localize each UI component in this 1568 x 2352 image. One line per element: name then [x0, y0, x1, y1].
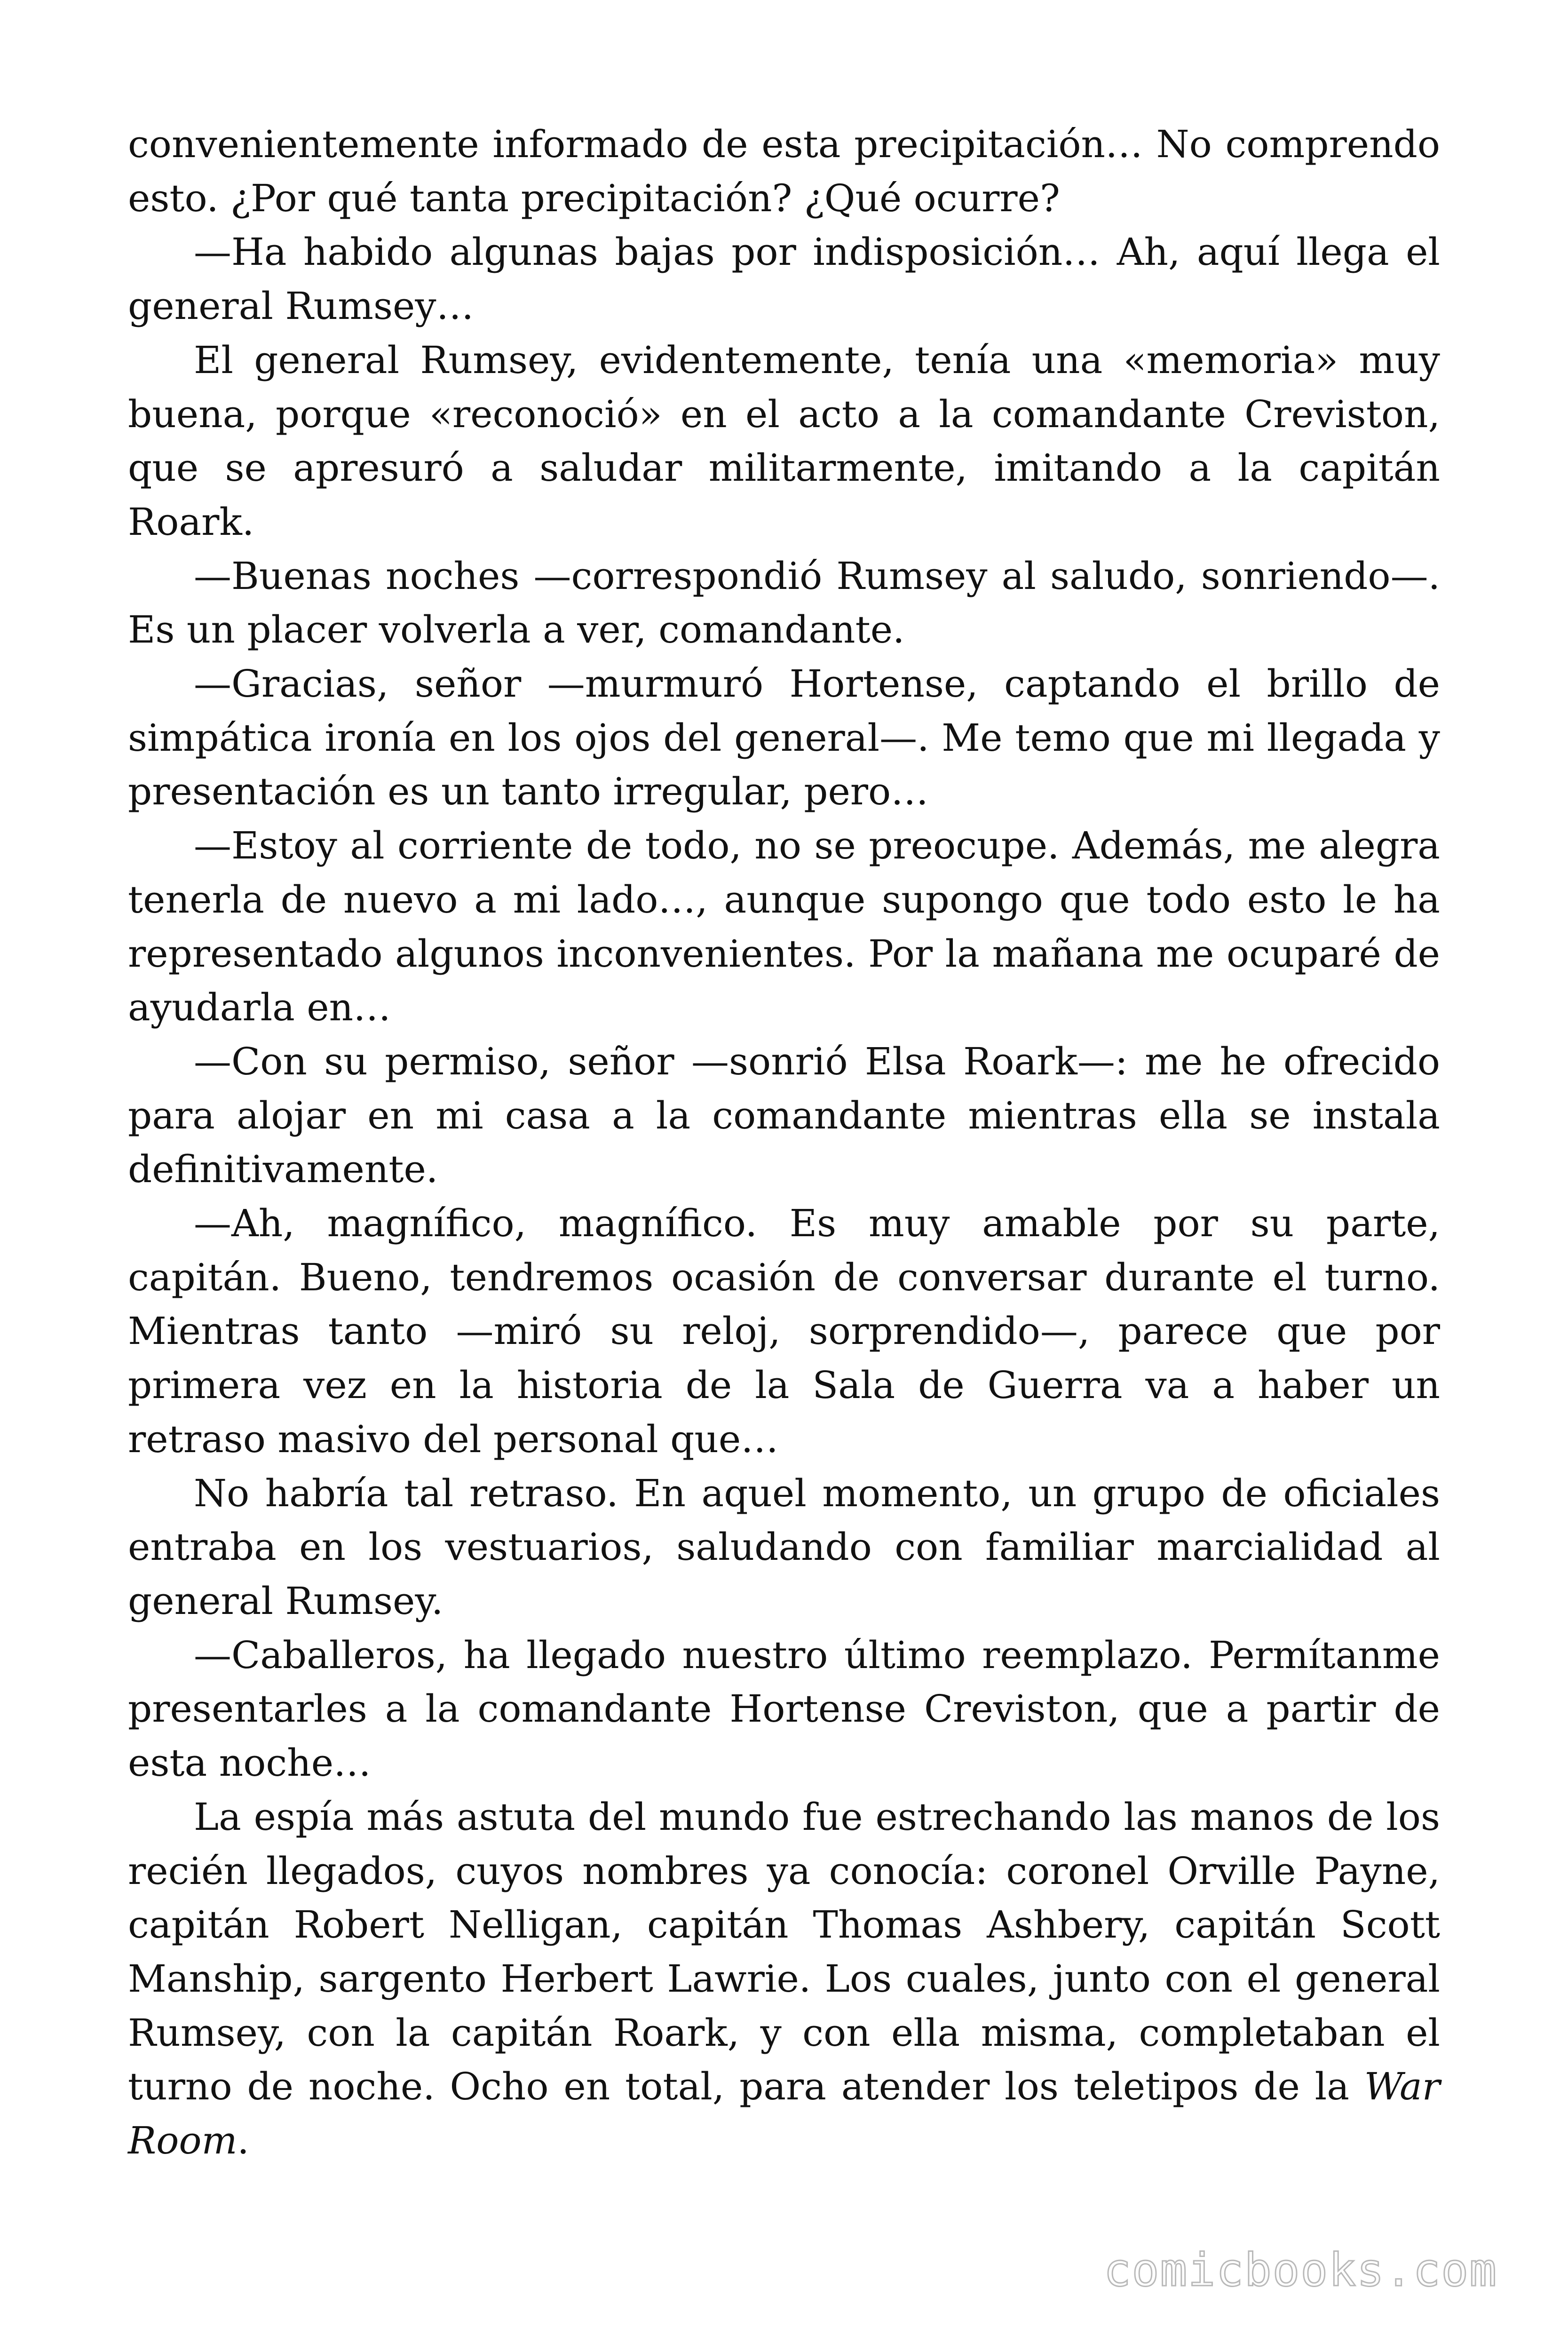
- paragraph-7: —Con su permiso, señor —sonrió Elsa Roark—: me he ofrecido para alojar en mi casa a la comandante mientras ella se instala definitivamente.: [128, 1039, 1440, 1192]
- body-text: [128, 118, 1440, 2168]
- paragraph-10: —Caballeros, ha llegado nuestro último reemplazo. Permítanme presentarles a la comandante Hortense Creviston, que a partir de esta noche…: [128, 1633, 1440, 1785]
- paragraph-6: —Estoy al corriente de todo, no se preocupe. Además, me alegra tenerla de nuevo a mi lado…, aunque supongo que todo esto le ha representado algunos inconvenientes. Por la mañana me ocuparé de ayudarla en…: [128, 824, 1440, 1030]
- paragraph-11: [128, 1790, 1440, 2168]
- paragraph-1: convenientemente informado de esta precipitación… No comprendo esto. ¿Por qué tanta precipitación? ¿Qué ocurre?: [128, 122, 1440, 220]
- paragraph-9: No habría tal retraso. En aquel momento, un grupo de oficiales entraba en los vestuarios, saludando con familiar marcialidad al general Rumsey.: [128, 1471, 1440, 1623]
- paragraph-5: —Gracias, señor —murmuró Hortense, captando el brillo de simpática ironía en los ojos del general—. Me temo que mi llegada y presentación es un tanto irregular, pero…: [128, 662, 1440, 814]
- paragraph-3: El general Rumsey, evidentemente, tenía una «memoria» muy buena, porque «reconoció» en el acto a la comandante Creviston, que se apresuró a saludar militarmente, imitando a la capitán Roark.: [128, 338, 1440, 544]
- paragraph-11-text: La espía más astuta del mundo fue estrechando las manos de los recién llegados, cuyos nombres ya conocía: coronel Orville Payne, capitán Robert Nelligan, capitán Thomas Ashbery, capitán Scott Manship, sargento Herbert Lawrie. Los cuales, junto con el general Rumsey, con la capitán Roark, y con ella misma, completaban el turno de noche. Ocho en total, para atender los teletipos de la: [128, 1795, 1440, 2109]
- paragraph-4: —Buenas noches —correspondió Rumsey al saludo, sonriendo—. Es un placer volverla a ver, comandante.: [128, 554, 1440, 652]
- paragraph-11-end: .: [237, 2119, 249, 2163]
- watermark: comicbooks.com: [1103, 2244, 1497, 2296]
- italic-title: War Room: [128, 2065, 1440, 2163]
- paragraph-2: —Ha habido algunas bajas por indisposición… Ah, aquí llega el general Rumsey…: [128, 230, 1440, 328]
- paragraph-8: —Ah, magnífico, magnífico. Es muy amable por su parte, capitán. Bueno, tendremos ocasión de conversar durante el turno. Mientras tanto —miró su reloj, sorprendido—, parece que por primera vez en la historia de la Sala de Guerra va a haber un retraso masivo del personal que…: [128, 1201, 1440, 1461]
